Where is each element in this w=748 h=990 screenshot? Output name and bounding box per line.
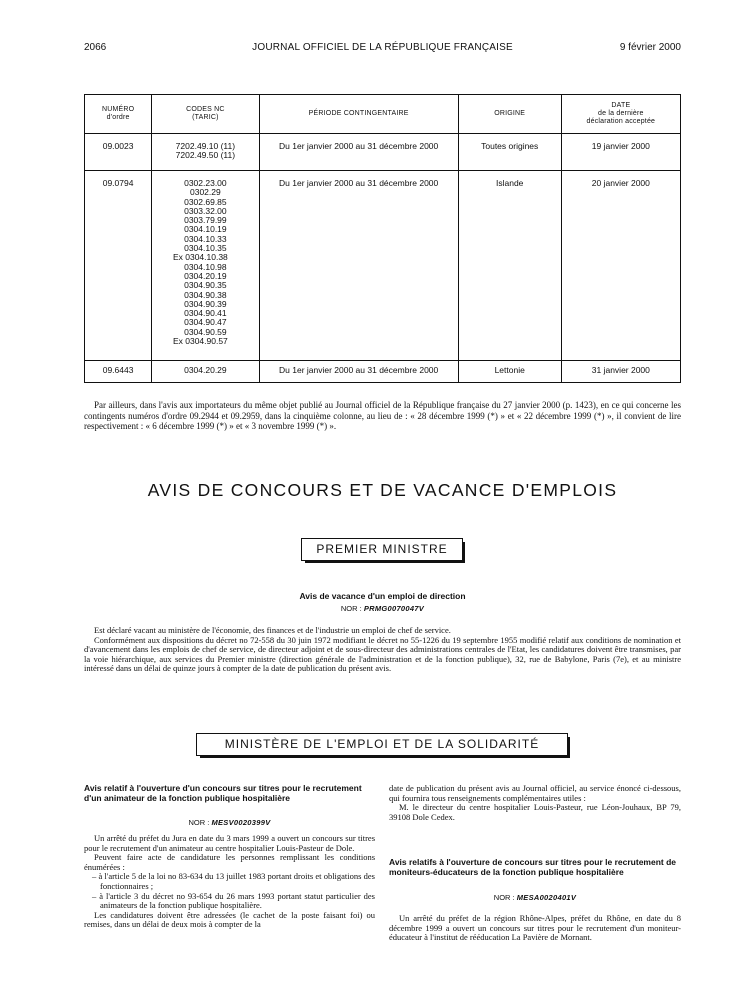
header-periode: PÉRIODE CONTINGENTAIRE xyxy=(259,95,458,134)
header-date: DATE de la dernière déclaration acceptée xyxy=(561,95,680,134)
moniteurs-body xyxy=(389,914,681,943)
nc-code: 0304.20.19 xyxy=(184,270,227,281)
address: M. le directeur du centre hospitalier Louis-Pasteur, rue Léon-Jouhaux, BP 79, 39108 Dole Cedex. xyxy=(389,802,681,822)
nc-code: 0302.23.00 xyxy=(184,178,227,188)
nc-code: 7202.49.10 (11) xyxy=(175,141,236,151)
nc-code: 0304.90.41 xyxy=(184,308,227,319)
paragraph: Un arrêté du préfet de la région Rhône-Alpes, préfet du Rhône, en date du 8 décembre 1999 a ouvert un concours sur titres pour le recrutement d'un moniteur-éducateur à l'institut de rééducation La Pavière de Mornant. xyxy=(389,913,681,943)
nc-code: 0303.32.00 xyxy=(184,205,227,216)
ministry-box-emploi-solidarite: MINISTÈRE DE L'EMPLOI ET DE LA SOLIDARITÉ xyxy=(196,733,568,756)
nc-code: 0303.79.99 xyxy=(184,215,227,226)
nc-code: 0304.20.29 xyxy=(184,365,227,375)
cell-origine: Lettonie xyxy=(458,361,561,383)
cell-codes xyxy=(152,134,259,171)
paragraph: Est déclaré vacant au ministère de l'économie, des finances et de l'industrie un emploi de chef de service. xyxy=(94,625,451,635)
issue-date: 9 février 2000 xyxy=(619,42,681,53)
vacance-body xyxy=(84,626,681,674)
page-header xyxy=(84,42,681,56)
cell-numero: 09.0794 xyxy=(85,171,152,361)
cell-date: 19 janvier 2000 xyxy=(561,134,680,171)
journal-title: JOURNAL OFFICIEL DE LA RÉPUBLIQUE FRANÇAISE xyxy=(252,42,513,53)
table-header-row xyxy=(85,95,681,134)
nc-code: 0304.10.19 xyxy=(184,224,227,235)
table-row xyxy=(85,171,681,361)
errata-paragraph: Par ailleurs, dans l'avis aux importateurs du même objet publié au Journal officiel de la République française du 27 janvier 2000 (p. 1423), en ce qui concerne les contingents numéros d'ordre 09.2944 et 09.2959, dans la cinquième colonne, au lieu de : « 28 décembre 1999 (*) » et « 22 décembre 1999 (*) », il convient de lire respectivement : « 6 décembre 1999 (*) » et « 3 novembre 1999 (*) ». xyxy=(84,400,681,432)
nc-code: Ex 0304.10.38 xyxy=(172,252,228,263)
nc-code: 0304.90.47 xyxy=(184,317,227,328)
header-numero: NUMÉRO d'ordre xyxy=(85,95,152,134)
nor-reference: NOR : PRMG0070047V xyxy=(340,604,425,613)
animateur-body xyxy=(84,834,375,930)
nor-reference: NOR : MESV0020399V xyxy=(188,818,271,827)
notice-title-vacance: Avis de vacance d'un emploi de direction xyxy=(299,591,466,601)
ministry-box-premier-ministre: PREMIER MINISTRE xyxy=(301,538,463,561)
nc-code: Ex 0304.90.57 xyxy=(172,336,228,347)
nc-code: 0304.90.39 xyxy=(184,298,227,309)
nc-code: 0304.90.38 xyxy=(184,289,227,300)
header-codes: CODES NC (TARIC) xyxy=(152,95,259,134)
nc-code: 0302.69.85 xyxy=(184,196,227,207)
cell-origine: Toutes origines xyxy=(458,134,561,171)
header-origine: ORIGINE xyxy=(458,95,561,134)
cell-periode: Du 1er janvier 2000 au 31 décembre 2000 xyxy=(259,171,458,361)
cell-numero: 09.6443 xyxy=(85,361,152,383)
nc-code: 0304.10.33 xyxy=(184,233,227,244)
nor-reference: NOR : MESA0020401V xyxy=(493,893,577,902)
cell-periode: Du 1er janvier 2000 au 31 décembre 2000 xyxy=(259,134,458,171)
nc-code: 0304.90.59 xyxy=(184,326,227,337)
nc-code: 0304.90.35 xyxy=(184,280,227,291)
animateur-body-continued xyxy=(389,784,681,822)
paragraph: Peuvent faire acte de candidature les personnes remplissant les conditions énumérées : xyxy=(84,852,375,872)
table-row xyxy=(85,361,681,383)
paragraph: date de publication du présent avis au Journal officiel, au service énoncé ci-dessous, qui fournira tous renseignements complémentaires utiles : xyxy=(389,783,681,803)
paragraph: Un arrêté du préfet du Jura en date du 3 mars 1999 a ouvert un concours sur titres pour le recrutement d'un animateur au centre hospitalier Louis-Pasteur de Dole. xyxy=(84,833,375,853)
cell-codes xyxy=(152,361,259,383)
cell-codes xyxy=(152,171,259,361)
notice-title-animateur: Avis relatif à l'ouverture d'un concours sur titres pour le recrutement d'un animateur de la fonction publique hospitalière xyxy=(84,783,362,803)
nc-code: 0302.29 xyxy=(190,187,221,198)
nc-code: 7202.49.50 (11) xyxy=(175,150,236,161)
cell-date: 20 janvier 2000 xyxy=(561,171,680,361)
list-item: – à l'article 5 de la loi no 83-634 du 13 juillet 1983 portant droits et obligations des fonctionnaires ; xyxy=(92,871,375,891)
paragraph: Les candidatures doivent être adressées (le cachet de la poste faisant foi) ou remises, dans un délai de deux mois à compter de la xyxy=(84,909,375,930)
list-item: – à l'article 3 du décret no 93-654 du 26 mars 1993 portant statut particulier des animateurs de la fonction publique hospitalière. xyxy=(92,890,375,911)
paragraph: Conformément aux dispositions du décret no 72-558 du 30 juin 1972 modifiant le décret no 55-1226 du 19 septembre 1955 modifié relatif aux conditions de nomination et d'avancement dans les emplois de chef de service, de directeur adjoint et de sous-directeur des administrations centrales de l'Etat, les candidatures doivent être transmises, par la voie hiérarchique, aux services du Premier ministre (direction générale de l'administration et de la fonction publique), 32, rue de Babylone, Paris (7e), et au ministre intéressé dans un délai de quinze jours à compter de la date de publication du présent avis. xyxy=(84,634,681,674)
cell-origine: Islande xyxy=(458,171,561,361)
table-row xyxy=(85,134,681,171)
nc-code: 0304.10.35 xyxy=(184,243,227,254)
nc-code: 0304.10.98 xyxy=(184,261,227,272)
quota-table xyxy=(84,94,681,383)
page-number: 2066 xyxy=(84,42,107,53)
cell-date: 31 janvier 2000 xyxy=(561,361,680,383)
notice-title-moniteurs: Avis relatifs à l'ouverture de concours sur titres pour le recrutement de moniteurs-éducateurs de la fonction publique hospitalière xyxy=(389,857,677,877)
cell-periode: Du 1er janvier 2000 au 31 décembre 2000 xyxy=(259,361,458,383)
section-title: AVIS DE CONCOURS ET DE VACANCE D'EMPLOIS xyxy=(147,480,618,500)
cell-numero: 09.0023 xyxy=(85,134,152,171)
